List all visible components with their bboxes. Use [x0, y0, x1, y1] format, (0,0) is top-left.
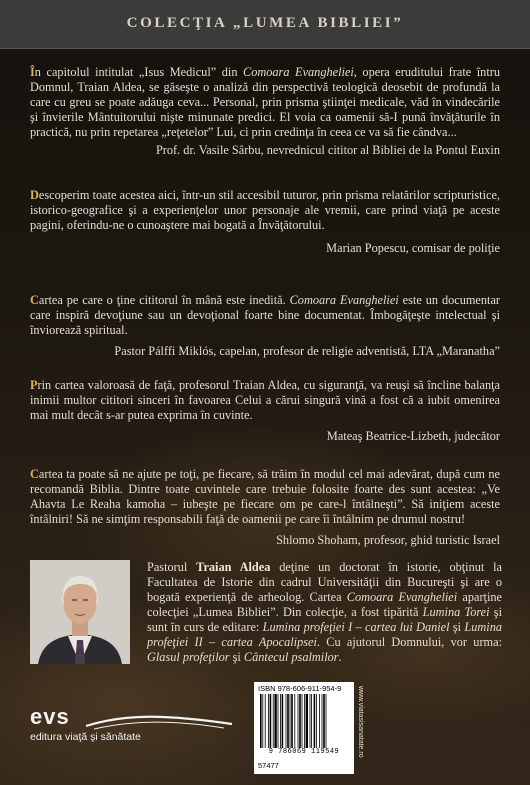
- barcode-digits: 9 786069 119549: [268, 748, 340, 756]
- author-name: Traian Aldea: [196, 560, 271, 574]
- publisher-logo-text: evs: [30, 704, 70, 729]
- quote-4: [30, 378, 500, 444]
- quote-text: În capitolul intitulat „Isus Medicul” din Comoara Evangheliei, opera eruditului frate întru Domnul, Traian Aldea, se găseşte o analiză din perspectivă teologică deosebit de profundă la care cu greu se poate adăuga ceva... Personal, prin prisma ştiinţei medicale, văd în vindecările şi învierile Mântuitorului nişte minunate predici. El voia ca oamenii să-I pună învăţăturile în practică, nu prin repetarea „reţetelor” Lui, ci prin credinţa în ceea ce va să fie cândva...: [30, 65, 500, 139]
- quote-3: [30, 293, 500, 359]
- quote-author: Pastor Pálffi Miklós, capelan, profesor de religie adventistă, LTA „Maranatha”: [114, 344, 500, 358]
- author-photo: [30, 560, 130, 664]
- quote-1: [30, 65, 500, 158]
- quote-5: [30, 467, 500, 548]
- quote-text: Descoperim toate acestea aici, într-un stil accesibil tuturor, prin prisma relatărilor scripturistice, istorico-geografice şi a experienţelor unor personaje ale vremii, care prind viaţă pe aceste pagini, oferindu-ne o cunoaştere mai bogată a Învăţătorului.: [30, 188, 500, 232]
- swoosh-icon: [84, 712, 234, 732]
- isbn-barcode: [254, 682, 354, 774]
- quote-text: Prin cartea valoroasă de faţă, profesorul Traian Aldea, cu siguranţă, va reuşi să încline balanţa inimii multor cititori sinceri în favoarea Celui a cărui singură vină a fost că a iubit omenirea mai mult decât s-ar putea exprima în cuvinte.: [30, 378, 500, 422]
- publisher-logo: [30, 704, 240, 746]
- quote-author: Prof. dr. Vasile Sârbu, nevrednicul cititor al Bibliei de la Pontul Euxin: [155, 143, 500, 157]
- barcode-icon: [258, 694, 350, 748]
- website-url: www.viatasisanatate.ro: [357, 686, 364, 758]
- quote-author: Shlomo Shoham, profesor, ghid turistic Israel: [276, 533, 500, 547]
- author-bio: Pastorul Traian Aldea deţine un doctorat în istorie, obţinut la Facultatea de Istorie din cadrul Universităţii din Bucureşti şi are o bogată experienţă de arheolog. Cartea Comoara Evangheliei aparţine colecţiei „Lumea Bibliei”. Din colecţie, a fost tipărită Lumina Torei şi sunt în curs de editare: Lumina profeţiei I – cartea lui Daniel şi Lumina profeţiei II – cartea Apocalipsei. Cu ajutorul Domnului, vor urma: Glasul profeţilor şi Cântecul psalmilor.: [147, 560, 503, 664]
- quote-text: Cartea pe care o ţine cititorul în mână este inedită. Comoara Evangheliei este un documentar care inspiră devoţiune sau un devoţional foarte bine documentat. Îmbogăţeşte intelectual şi înviorează spiritual.: [30, 293, 501, 337]
- publisher-name: editura viaţă şi sănătate: [30, 731, 141, 743]
- barcode-code: 57477: [258, 761, 279, 770]
- quote-2: [30, 188, 500, 256]
- website-vertical: [355, 686, 365, 770]
- series-title: COLECŢIA „LUMEA BIBLIEI”: [126, 15, 404, 31]
- quote-text: Cartea ta poate să ne ajute pe toţi, pe fiecare, să trăim în modul cel mai adevărat, după cum ne recomandă Biblia. Dintre toate cuvintele care trebuie folosite foarte des sunt acestea: „Ve Ahavta Le Reaha kamoha – iubeşte pe fiecare om pe care-l întâlneşti”. Să iniţiem aceste întâlniri! Să ne simţim responsabili faţă de oamenii pe care îi întâlnim pe drumul nostru!: [30, 467, 500, 526]
- quote-author: Mateaş Beatrice-Lizbeth, judecător: [326, 429, 500, 443]
- quote-author: Marian Popescu, comisar de poliţie: [326, 241, 500, 255]
- author-portrait-icon: [30, 560, 130, 664]
- isbn-label: ISBN 978-606-911-954-9: [258, 684, 342, 693]
- series-header-bar: [0, 0, 530, 49]
